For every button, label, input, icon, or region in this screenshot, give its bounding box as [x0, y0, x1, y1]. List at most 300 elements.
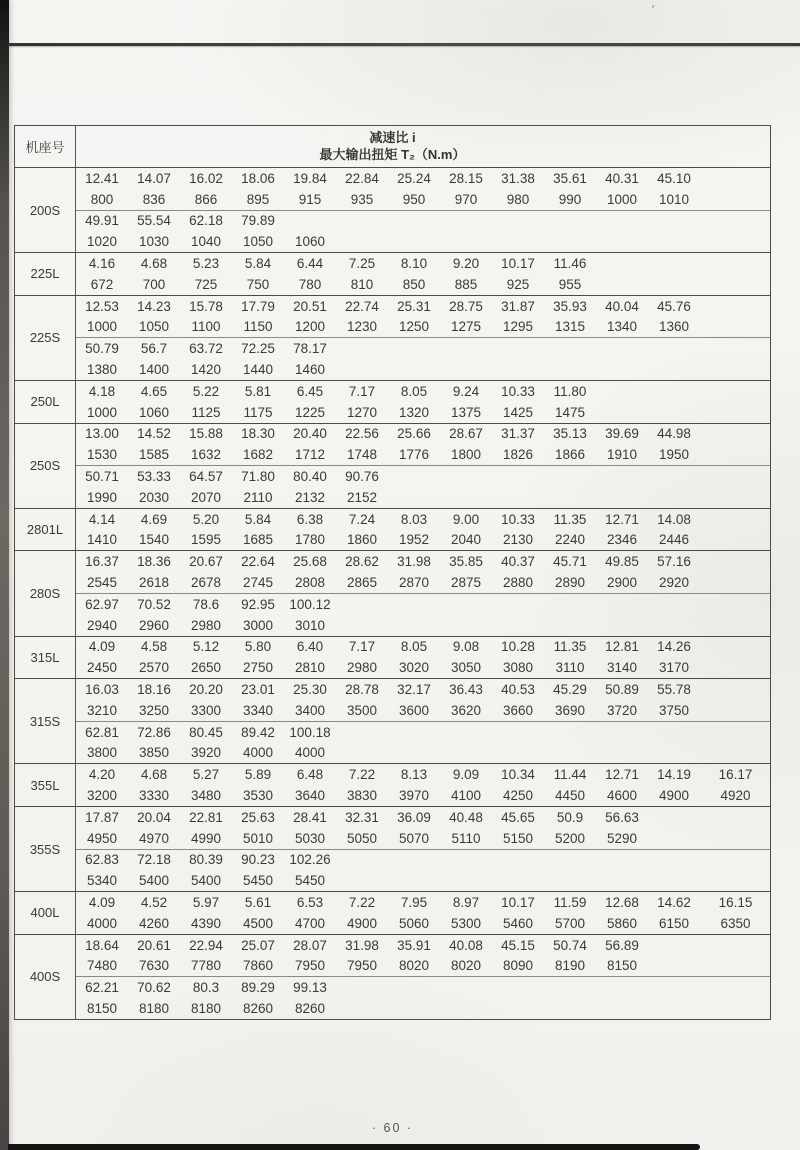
ratio-value: 25.31	[397, 298, 431, 314]
torque-value: 1125	[191, 404, 221, 420]
torque-value: 2980	[190, 617, 222, 633]
row-data	[76, 424, 770, 508]
ratio-line	[76, 977, 770, 998]
ratio-value: 45.15	[501, 937, 535, 953]
ratio-value: 15.78	[189, 298, 223, 314]
torque-value: 5450	[294, 873, 326, 889]
ratio-value: 45.76	[657, 298, 691, 314]
torque-line	[76, 572, 770, 593]
ratio-value: 22.81	[189, 809, 223, 825]
torque-value: 3340	[242, 702, 274, 718]
torque-value: 2450	[86, 660, 118, 676]
ratio-value: 31.98	[397, 554, 431, 570]
corner-header-label: 机座号	[25, 140, 65, 155]
torque-value: 5290	[606, 830, 638, 846]
ratio-value: 10.17	[501, 256, 535, 272]
ratio-value: 20.40	[293, 426, 327, 442]
torque-value: 1275	[450, 319, 482, 335]
book-spine-shadow	[0, 0, 9, 1150]
torque-value: 1320	[398, 404, 430, 420]
torque-value: 925	[506, 276, 530, 292]
ratio-value: 6.45	[296, 383, 324, 399]
torque-value: 1100	[191, 319, 221, 335]
torque-value: 1010	[658, 191, 690, 207]
ratio-line	[76, 424, 770, 445]
torque-value: 955	[558, 276, 582, 292]
torque-value: 2745	[242, 575, 274, 591]
ratio-value: 5.81	[244, 383, 272, 399]
row-data	[76, 509, 770, 551]
ratio-value: 7.22	[348, 767, 376, 783]
ratio-value: 25.07	[241, 937, 275, 953]
torque-value: 3640	[294, 788, 326, 803]
ratio-value: 55.54	[137, 213, 171, 229]
ratio-value: 49.91	[85, 213, 119, 229]
torque-value: 5460	[502, 915, 534, 931]
ratio-line	[76, 764, 771, 785]
torque-value: 8190	[554, 958, 586, 974]
ratio-line	[76, 509, 770, 530]
table-row	[15, 763, 770, 806]
torque-value: 8260	[294, 1000, 326, 1016]
ratio-value: 25.24	[397, 170, 431, 186]
torque-value: 4700	[294, 915, 326, 931]
torque-value: 3750	[658, 702, 690, 718]
torque-value: 8090	[502, 958, 534, 974]
ratio-torque-group	[76, 593, 770, 636]
torque-value: 5450	[242, 873, 274, 889]
torque-value: 836	[142, 191, 166, 207]
torque-value: 3480	[190, 788, 222, 803]
torque-value: 725	[194, 276, 218, 292]
ratio-value: 80.40	[293, 469, 327, 485]
ratio-value: 18.64	[85, 937, 119, 953]
model-label-cell	[15, 168, 76, 252]
ratio-value: 6.53	[296, 894, 324, 910]
ratio-value: 5.22	[192, 383, 220, 399]
ratio-value: 56.7	[140, 341, 168, 357]
torque-value: 2900	[606, 575, 638, 591]
ratio-torque-group	[76, 337, 770, 380]
ratio-value: 80.39	[189, 852, 223, 868]
ratio-value: 4.68	[140, 767, 168, 783]
torque-value: 5010	[242, 830, 274, 846]
ratio-value: 11.59	[553, 894, 587, 910]
ratio-value: 20.61	[137, 937, 171, 953]
ratio-value: 64.57	[189, 469, 223, 485]
torque-value: 4390	[190, 915, 222, 931]
torque-value: 7480	[86, 958, 118, 974]
torque-value: 2960	[138, 617, 170, 633]
ratio-value: 40.04	[605, 298, 639, 314]
ratio-value: 4.69	[140, 511, 168, 527]
torque-value: 3250	[138, 702, 170, 718]
torque-value: 4920	[720, 788, 751, 803]
ratio-torque-group	[76, 253, 770, 295]
ratio-value: 4.16	[88, 256, 116, 272]
torque-value: 8150	[86, 1000, 118, 1016]
torque-value: 895	[246, 191, 270, 207]
torque-value: 4900	[658, 788, 690, 803]
torque-value: 5050	[346, 830, 378, 846]
torque-value: 3720	[606, 702, 638, 718]
ratio-value: 14.52	[137, 426, 171, 442]
ratio-value: 4.09	[88, 894, 116, 910]
corner-mark: ′	[649, 1, 656, 18]
ratio-value: 4.09	[88, 639, 116, 655]
ratio-value: 72.18	[137, 852, 171, 868]
ratio-value: 25.66	[397, 426, 431, 442]
model-label: 315L	[30, 649, 60, 665]
torque-value: 672	[90, 276, 114, 292]
ratio-value: 6.48	[296, 767, 324, 783]
ratio-torque-group	[76, 296, 770, 338]
row-data	[76, 296, 770, 380]
ratio-line	[76, 168, 770, 189]
ratio-value: 28.67	[449, 426, 483, 442]
torque-value: 750	[246, 276, 270, 292]
ratio-value: 5.20	[192, 511, 220, 527]
ratio-line	[76, 892, 771, 913]
ratio-value: 62.97	[85, 596, 119, 612]
model-label: 2801L	[26, 522, 64, 538]
torque-value: 1952	[398, 532, 430, 548]
torque-value: 3600	[398, 702, 430, 718]
ratio-line	[76, 253, 770, 274]
ratio-value: 28.62	[345, 554, 379, 570]
ratio-value: 18.36	[137, 554, 171, 570]
ratio-value: 14.08	[657, 511, 691, 527]
ratio-value: 35.93	[553, 298, 587, 314]
ratio-value: 12.53	[85, 298, 119, 314]
torque-value: 3830	[346, 788, 378, 803]
ratio-value: 7.24	[348, 511, 376, 527]
torque-value: 5340	[86, 873, 118, 889]
ratio-value: 10.17	[501, 894, 535, 910]
model-label-cell	[15, 892, 76, 934]
torque-value: 1990	[86, 489, 118, 505]
ratio-value: 14.62	[657, 894, 691, 910]
table-row	[15, 508, 770, 551]
ratio-value: 9.00	[452, 511, 480, 527]
model-label-cell	[15, 509, 76, 551]
table-row	[15, 168, 770, 252]
ratio-value: 9.09	[452, 767, 480, 783]
ratio-value: 12.68	[605, 894, 639, 910]
ratio-line	[76, 850, 770, 871]
torque-value: 3050	[450, 660, 482, 676]
torque-value: 4500	[242, 915, 274, 931]
torque-value: 4000	[294, 745, 326, 761]
torque-value: 1540	[138, 532, 170, 548]
ratio-value: 89.29	[241, 980, 275, 996]
model-label-cell	[15, 679, 76, 763]
torque-value: 3800	[86, 745, 118, 761]
ratio-line	[76, 338, 770, 359]
torque-line	[76, 998, 770, 1019]
ratio-value: 22.56	[345, 426, 379, 442]
table-row	[15, 380, 770, 423]
torque-value: 4000	[242, 745, 274, 761]
torque-value: 1380	[86, 362, 118, 378]
torque-value: 2865	[346, 575, 378, 591]
ratio-line	[76, 466, 770, 487]
ratio-value: 12.81	[605, 639, 639, 655]
ratio-value: 35.61	[553, 170, 587, 186]
ratio-value: 20.20	[189, 682, 223, 698]
model-label-cell	[15, 424, 76, 508]
torque-value: 5400	[190, 873, 222, 889]
torque-value: 3530	[242, 788, 274, 803]
table-row	[15, 934, 770, 1019]
torque-value: 5700	[554, 915, 586, 931]
torque-value: 1400	[138, 362, 170, 378]
torque-value: 3620	[450, 702, 482, 718]
torque-value: 2130	[502, 532, 534, 548]
torque-value: 1360	[658, 319, 690, 335]
ratio-value: 78.6	[192, 596, 220, 612]
ratio-value: 56.89	[605, 937, 639, 953]
torque-value: 3660	[502, 702, 534, 718]
torque-value: 950	[402, 191, 426, 207]
model-label: 355L	[30, 777, 60, 793]
ratio-value: 72.86	[137, 724, 171, 740]
ratio-torque-group	[76, 849, 770, 892]
torque-value: 1315	[554, 319, 586, 335]
torque-line	[76, 402, 770, 423]
ratio-value: 32.31	[345, 809, 379, 825]
ratio-value: 44.98	[657, 426, 691, 442]
ratio-torque-group	[76, 935, 770, 977]
torque-line	[76, 913, 771, 934]
torque-value: 3970	[398, 788, 430, 803]
ratio-value: 10.33	[501, 511, 535, 527]
torque-value: 4900	[346, 915, 378, 931]
torque-line	[76, 359, 770, 380]
ratio-value: 89.42	[241, 724, 275, 740]
ratio-torque-group	[76, 764, 771, 806]
ratio-value: 8.10	[400, 256, 428, 272]
torque-line	[76, 274, 770, 295]
ratio-value: 28.41	[293, 809, 327, 825]
ratio-value: 17.79	[241, 298, 275, 314]
ratio-value: 19.84	[293, 170, 327, 186]
ratio-value: 45.10	[657, 170, 691, 186]
ratio-value: 18.16	[137, 682, 171, 698]
torque-value: 2040	[450, 532, 482, 548]
torque-value: 3020	[398, 660, 430, 676]
ratio-value: 50.79	[85, 341, 119, 357]
torque-value: 7630	[138, 958, 170, 974]
ratio-value: 28.75	[449, 298, 483, 314]
ratio-value: 100.12	[289, 596, 331, 612]
model-label-cell	[15, 381, 76, 423]
ratio-value: 16.37	[85, 554, 119, 570]
torque-value: 3690	[554, 702, 586, 718]
header-line-ratio: 减速比 i	[369, 129, 416, 145]
torque-value: 1030	[138, 234, 170, 250]
model-label-cell	[15, 807, 76, 891]
ratio-value: 9.24	[452, 383, 480, 399]
ratio-value: 7.22	[348, 894, 376, 910]
ratio-torque-group	[76, 168, 770, 210]
torque-value: 3170	[658, 660, 690, 676]
ratio-value: 8.05	[400, 639, 428, 655]
torque-value: 800	[90, 191, 114, 207]
torque-value: 4450	[554, 788, 586, 803]
torque-value: 1020	[86, 234, 118, 250]
row-data	[76, 637, 770, 679]
model-label: 400L	[30, 905, 60, 921]
torque-value: 780	[298, 276, 322, 292]
torque-value: 1685	[242, 532, 274, 548]
ratio-value: 45.65	[501, 809, 535, 825]
torque-line	[76, 231, 770, 252]
torque-value: 885	[454, 276, 478, 292]
ratio-value: 4.68	[140, 256, 168, 272]
torque-value: 1475	[554, 404, 586, 420]
ratio-value: 32.17	[397, 682, 431, 698]
ratio-value: 7.17	[348, 383, 376, 399]
torque-value: 2980	[346, 660, 378, 676]
ratio-value: 16.15	[718, 894, 753, 910]
ratio-value: 35.13	[553, 426, 587, 442]
row-data	[76, 381, 770, 423]
ratio-value: 56.63	[605, 809, 639, 825]
ratio-value: 8.03	[400, 511, 428, 527]
header-line-torque: 最大输出扭矩 T₂（N.m）	[319, 147, 466, 162]
torque-value: 1460	[294, 362, 326, 378]
torque-value: 3210	[86, 702, 118, 718]
ratio-value: 22.64	[241, 554, 275, 570]
ratio-torque-group	[76, 637, 770, 679]
ratio-value: 4.18	[88, 383, 116, 399]
torque-line	[76, 317, 770, 338]
model-label-cell	[15, 637, 76, 679]
ratio-torque-group	[76, 424, 770, 466]
torque-value: 1375	[450, 404, 482, 420]
torque-value: 2030	[138, 489, 170, 505]
ratio-line	[76, 211, 770, 232]
torque-value: 5150	[502, 830, 534, 846]
torque-value: 4250	[502, 788, 534, 803]
ratio-value: 79.89	[241, 213, 275, 229]
ratio-value: 6.38	[296, 511, 324, 527]
table-row	[15, 252, 770, 295]
torque-line	[76, 785, 771, 806]
ratio-line	[76, 594, 770, 615]
torque-value: 2678	[190, 575, 222, 591]
spec-table	[14, 125, 771, 1020]
ratio-torque-group	[76, 721, 770, 764]
ratio-value: 6.40	[296, 639, 324, 655]
ratio-value: 11.35	[553, 639, 587, 655]
torque-value: 1250	[398, 319, 430, 335]
ratio-value: 31.98	[345, 937, 379, 953]
ratio-value: 6.44	[296, 256, 324, 272]
torque-value: 1270	[346, 404, 378, 420]
torque-value: 1530	[86, 447, 118, 463]
torque-value: 1866	[554, 447, 586, 463]
torque-value: 1050	[138, 319, 170, 335]
torque-value: 3110	[555, 660, 585, 676]
torque-value: 2070	[190, 489, 222, 505]
torque-value: 1050	[242, 234, 274, 250]
ratio-value: 70.52	[137, 596, 171, 612]
ratio-value: 39.69	[605, 426, 639, 442]
torque-value: 4990	[190, 830, 222, 846]
torque-value: 7860	[242, 958, 274, 974]
ratio-line	[76, 296, 770, 317]
ratio-value: 14.19	[657, 767, 691, 783]
ratio-value: 7.95	[400, 894, 428, 910]
ratio-value: 8.13	[400, 767, 428, 783]
ratio-value: 25.30	[293, 682, 327, 698]
model-label: 400S	[29, 969, 61, 985]
row-data	[76, 892, 771, 934]
ratio-value: 40.08	[449, 937, 483, 953]
torque-value: 3850	[138, 745, 170, 761]
ratio-torque-group	[76, 807, 770, 849]
ratio-value: 11.46	[553, 256, 587, 272]
torque-value: 8020	[398, 958, 430, 974]
torque-value: 1632	[190, 447, 222, 463]
torque-value: 1826	[502, 447, 534, 463]
torque-line	[76, 870, 770, 891]
ratio-value: 45.29	[553, 682, 587, 698]
torque-value: 4260	[138, 915, 170, 931]
torque-value: 5070	[398, 830, 430, 846]
ratio-value: 18.30	[241, 426, 275, 442]
torque-value: 1585	[138, 447, 170, 463]
ratio-line	[76, 679, 770, 700]
torque-value: 8020	[450, 958, 482, 974]
ratio-value: 14.26	[657, 639, 691, 655]
ratio-value: 8.05	[400, 383, 428, 399]
ratio-value: 5.84	[244, 511, 272, 527]
row-data	[76, 679, 770, 763]
ratio-value: 12.71	[605, 767, 639, 783]
torque-value: 5030	[294, 830, 326, 846]
model-label: 355S	[29, 841, 61, 857]
ratio-torque-group	[76, 381, 770, 423]
row-data	[76, 764, 771, 806]
row-data	[76, 551, 770, 635]
ratio-value: 35.85	[449, 554, 483, 570]
ratio-value: 62.21	[85, 980, 119, 996]
ratio-torque-group	[76, 976, 770, 1019]
torque-value: 2545	[86, 575, 118, 591]
torque-line	[76, 530, 770, 551]
model-label: 225S	[29, 330, 61, 346]
ratio-value: 10.34	[501, 767, 535, 783]
model-label: 315S	[29, 713, 61, 729]
ratio-line	[76, 381, 770, 402]
torque-value: 6350	[720, 915, 751, 931]
torque-value: 1776	[398, 447, 430, 463]
torque-value: 2880	[502, 575, 534, 591]
table-header-title	[15, 126, 770, 167]
torque-value: 1000	[86, 319, 118, 335]
top-rule	[8, 43, 800, 46]
torque-value: 3920	[190, 745, 222, 761]
ratio-value: 62.81	[85, 724, 119, 740]
ratio-value: 55.78	[657, 682, 691, 698]
table-row	[15, 806, 770, 891]
ratio-value: 50.74	[553, 937, 587, 953]
torque-value: 2132	[294, 489, 326, 505]
torque-value: 1780	[294, 532, 326, 548]
